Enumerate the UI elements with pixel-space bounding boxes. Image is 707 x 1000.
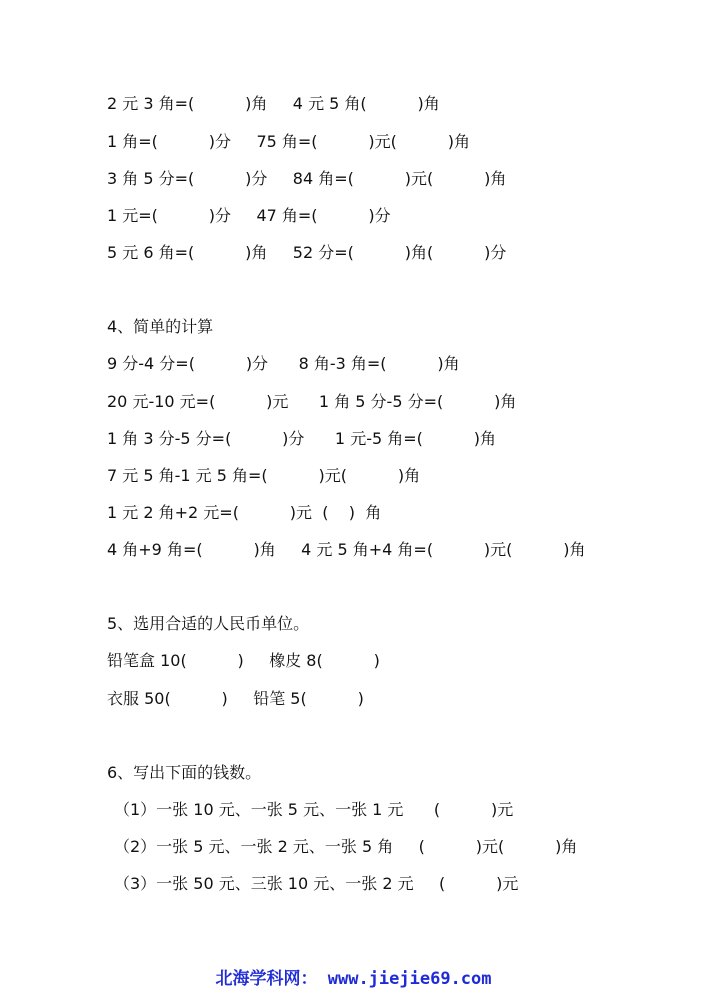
- exercise-line: 衣服 50( ) 铅笔 5( ): [107, 689, 364, 708]
- footer-watermark: 北海学科网： www.jiejie69.com: [215, 969, 492, 989]
- section-6-title: 6、写出下面的钱数。: [107, 763, 262, 782]
- exercise-item: （2）一张 5 元、一张 2 元、一张 5 角 ( )元( )角: [114, 837, 578, 856]
- exercise-line: 1 角 3 分-5 分=( )分 1 元-5 角=( )角: [107, 429, 496, 448]
- exercise-line: 20 元-10 元=( )元 1 角 5 分-5 分=( )角: [107, 392, 517, 411]
- exercise-line: 4 角+9 角=( )角 4 元 5 角+4 角=( )元( )角: [107, 540, 586, 559]
- exercise-line: 铅笔盒 10( ) 橡皮 8( ): [107, 651, 380, 670]
- exercise-line: 3 角 5 分=( )分 84 角=( )元( )角: [107, 169, 507, 188]
- section-4-title: 4、简单的计算: [107, 317, 214, 336]
- exercise-line: 7 元 5 角-1 元 5 角=( )元( )角: [107, 466, 421, 485]
- exercise-line: 5 元 6 角=( )角 52 分=( )角( )分: [107, 243, 507, 262]
- exercise-line: 1 角=( )分 75 角=( )元( )角: [107, 132, 470, 151]
- exercise-item: （3）一张 50 元、三张 10 元、一张 2 元 ( )元: [114, 874, 519, 893]
- exercise-line: 1 元=( )分 47 角=( )分: [107, 206, 391, 225]
- exercise-line: 1 元 2 角+2 元=( )元 ( ) 角: [107, 503, 382, 522]
- exercise-item: （1）一张 10 元、一张 5 元、一张 1 元 ( )元: [114, 800, 514, 819]
- exercise-line: 9 分-4 分=( )分 8 角-3 角=( )角: [107, 354, 460, 373]
- exercise-line: 2 元 3 角=( )角 4 元 5 角( )角: [107, 94, 440, 113]
- section-5-title: 5、选用合适的人民币单位。: [107, 614, 310, 633]
